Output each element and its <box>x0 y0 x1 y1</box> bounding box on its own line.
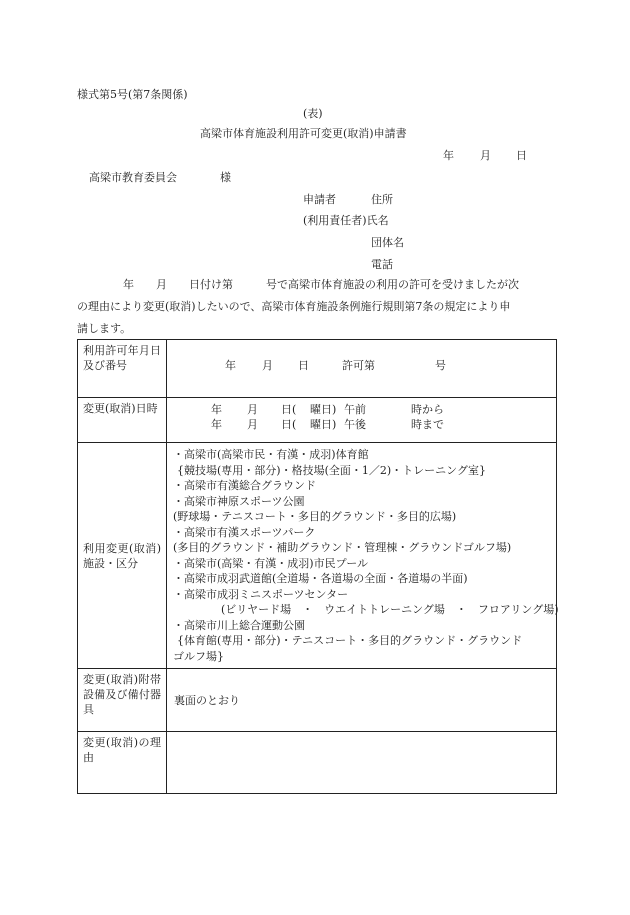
change-am-label: 午前 <box>344 403 366 416</box>
body-text-line-1: 年 月 日付け第 号で高梁市体育施設の利用の許可を受けましたが次 <box>123 278 519 291</box>
change-until-label: 時まで <box>411 418 444 431</box>
address-label: 住所 <box>371 193 393 206</box>
date-year-label: 年 <box>443 149 454 162</box>
facility-line[interactable]: ・高梁市有漢総合グラウンド <box>173 479 316 492</box>
facility-list <box>167 443 557 669</box>
facility-line[interactable]: ・高梁市成羽武道館(全道場・各道場の全面・各道場の半面) <box>173 572 468 585</box>
reason-field[interactable] <box>167 732 557 794</box>
facility-line[interactable]: ・高梁市川上総合運動公園 <box>173 618 305 632</box>
change-datetime-label: 変更(取消)日時 <box>78 398 167 443</box>
permit-number-prefix: 許可第 <box>342 359 375 372</box>
form-number: 様式第5号(第7条関係) <box>77 88 188 101</box>
permit-year-label: 年 <box>225 359 236 372</box>
change-month-label-2: 月 <box>247 418 258 431</box>
change-day-label-1: 日( <box>281 403 297 416</box>
body-text-line-2: の理由により変更(取消)したいので、高梁市体育施設条例施行規則第7条の規定により申 <box>77 300 511 313</box>
equipment-label: 変更(取消)附帯設備及び備付器具 <box>78 669 167 732</box>
facility-line[interactable]: ・高梁市(高梁・有漢・成羽)市民プール <box>173 556 369 570</box>
side-indicator: (表) <box>303 107 323 120</box>
page-title: 高梁市体育施設利用許可変更(取消)申請書 <box>200 127 407 140</box>
addressee-honorific: 様 <box>220 171 231 184</box>
date-day-label: 日 <box>516 149 527 162</box>
permit-month-label: 月 <box>262 359 273 372</box>
permit-number-suffix: 号 <box>435 359 446 372</box>
permit-date-number-field[interactable] <box>167 340 557 398</box>
table-row <box>78 398 557 443</box>
facility-line[interactable]: {体育館(専用・部分)・テニスコート・多目的グラウンド・グラウンド <box>177 634 523 647</box>
group-name-label: 団体名 <box>371 236 404 249</box>
facility-line[interactable]: (ビリヤード場 ・ ウエイトトレーニング場 ・ フロアリング場) <box>221 603 559 616</box>
applicant-label: 申請者 <box>303 193 336 206</box>
facility-line[interactable]: {競技場(専用・部分)・格技場(全面・1／2)・トレーニング室} <box>177 463 486 477</box>
facility-line[interactable]: ゴルフ場} <box>173 649 224 663</box>
table-row <box>78 443 557 669</box>
facility-line[interactable]: ・高梁市神原スポーツ公園 <box>173 494 305 508</box>
application-table <box>77 339 557 794</box>
addressee-name: 高梁市教育委員会 <box>89 171 177 184</box>
change-year-label-2: 年 <box>211 418 222 431</box>
table-row <box>78 669 557 732</box>
facility-line[interactable]: ・高梁市有漢スポーツパーク <box>173 525 316 539</box>
reason-label: 変更(取消)の理由 <box>78 732 167 794</box>
table-row <box>78 340 557 398</box>
change-month-label-1: 月 <box>247 403 258 416</box>
equipment-value[interactable]: 裏面のとおり <box>167 669 557 732</box>
facility-line[interactable]: (多目的グラウンド・補助グラウンド・管理棟・グラウンドゴルフ場) <box>173 541 512 554</box>
change-year-label-1: 年 <box>211 403 222 416</box>
change-pm-label: 午後 <box>344 418 366 431</box>
facility-line[interactable]: ・高梁市(高梁市民・有漢・成羽)体育館 <box>173 448 369 461</box>
facility-section-label: 利用変更(取消)施設・区分 <box>78 443 167 669</box>
phone-label: 電話 <box>371 258 393 271</box>
change-weekday-label-2: 曜日) <box>310 418 337 431</box>
change-day-label-2: 日( <box>281 418 297 431</box>
date-month-label: 月 <box>480 149 491 162</box>
permit-day-label: 日 <box>298 359 309 372</box>
change-datetime-field[interactable] <box>167 398 557 443</box>
table-row <box>78 732 557 794</box>
responsible-name-label: (利用責任者)氏名 <box>303 214 389 227</box>
change-from-label: 時から <box>411 403 444 416</box>
permit-date-number-label: 利用許可年月日及び番号 <box>78 340 167 398</box>
facility-line[interactable]: ・高梁市成羽ミニスポーツセンター <box>173 587 349 601</box>
change-weekday-label-1: 曜日) <box>310 403 337 416</box>
body-text-line-3: 請します。 <box>77 322 132 335</box>
facility-line[interactable]: (野球場・テニスコート・多目的グラウンド・多目的広場) <box>173 510 457 523</box>
